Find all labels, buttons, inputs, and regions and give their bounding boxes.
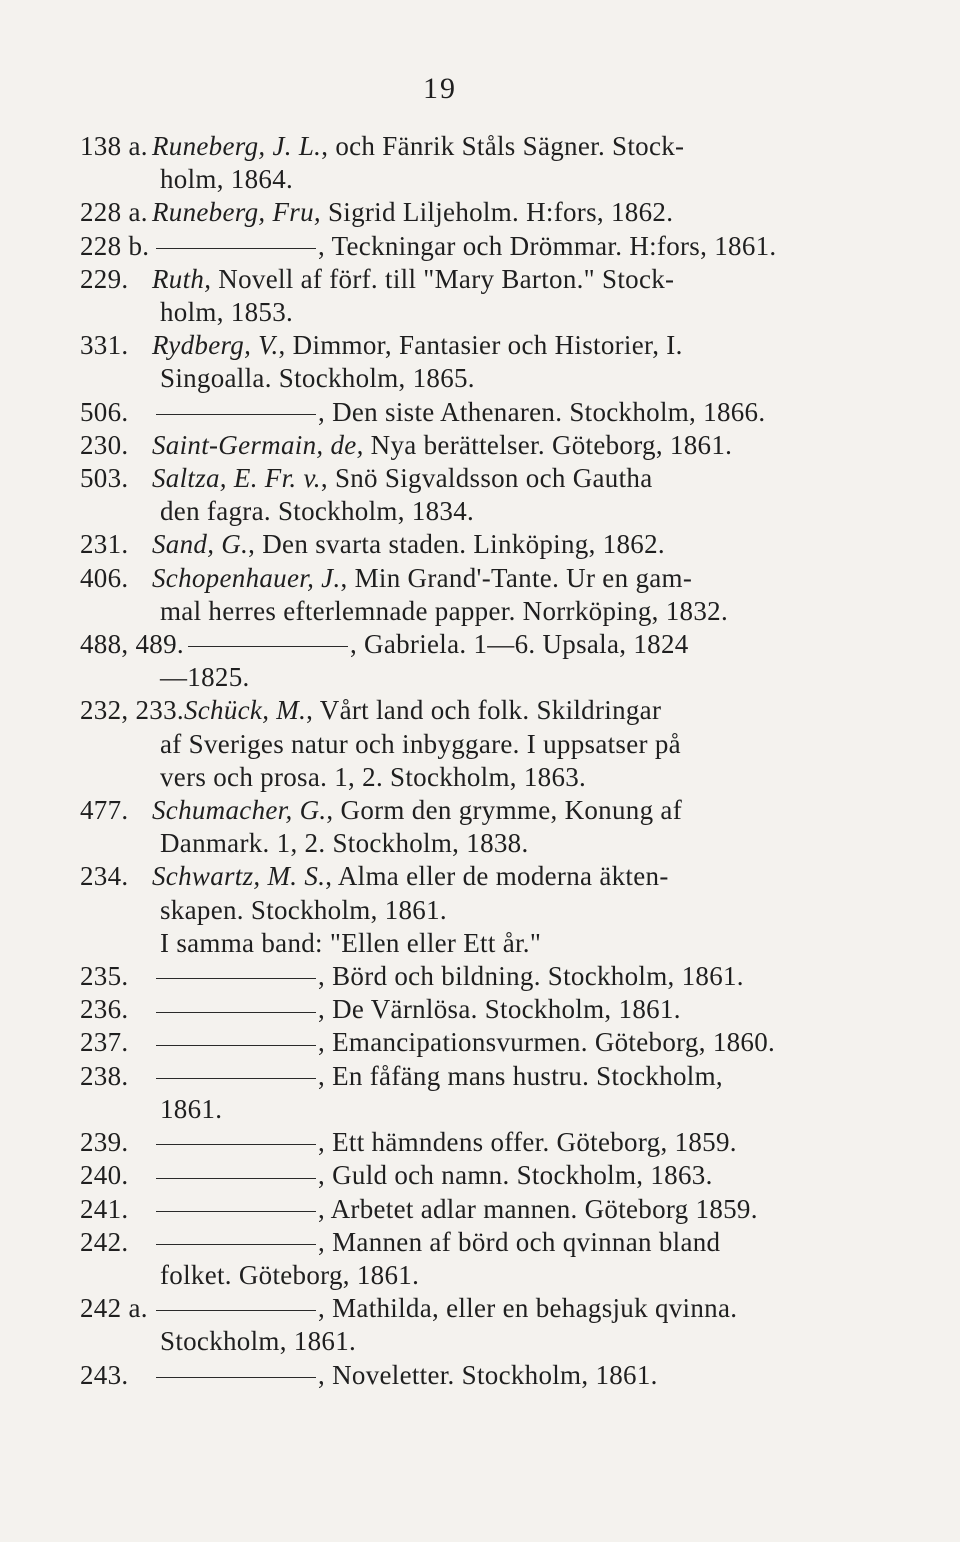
ditto-dash: [156, 978, 316, 979]
entry-text: , och Fänrik Ståls Sägner. Stock-: [321, 131, 685, 161]
entry-number: 503.: [80, 463, 129, 494]
entry-continuation: Singoalla. Stockholm, 1865.: [160, 363, 475, 394]
bibliography-entry: [80, 694, 840, 794]
bibliography-entry: [80, 993, 840, 1026]
entry-continuation: folket. Göteborg, 1861.: [160, 1259, 420, 1290]
entry-number: 243.: [80, 1359, 129, 1390]
entry-continuation: 1861.: [160, 1093, 223, 1124]
entry-number: 138 a.: [80, 131, 148, 161]
bibliography-entry: [80, 960, 840, 993]
entry-number: 238.: [80, 1060, 129, 1091]
ditto-dash: [156, 1045, 316, 1046]
entry-text: , Guld och namn. Stockholm, 1863.: [318, 1160, 713, 1191]
entry-number: 488, 489.: [80, 629, 184, 660]
ditto-dash: [188, 646, 348, 647]
entry-text: Sigrid Liljeholm. H:fors, 1862.: [320, 197, 674, 228]
entry-text: Nya berättelser. Göteborg, 1861.: [363, 429, 733, 460]
bibliography-entry: [80, 562, 840, 628]
ditto-dash: [156, 1078, 316, 1079]
entry-text: , Börd och bildning. Stockholm, 1861.: [318, 961, 744, 992]
page-number: 19: [423, 72, 457, 105]
bibliography-entry: [80, 1026, 840, 1059]
entry-number: 236.: [80, 994, 129, 1025]
entry-text: , De Värnlösa. Stockholm, 1861.: [318, 994, 681, 1025]
entry-text: , Vårt land och folk. Skildringar: [306, 695, 662, 726]
bibliography-entry: [80, 1226, 840, 1292]
ditto-dash: [156, 1244, 316, 1245]
entry-continuation: Stockholm, 1861.: [160, 1326, 357, 1357]
entry-text: , Min Grand'-Tante. Ur en gam-: [340, 562, 693, 593]
bibliography-entry: [80, 263, 840, 329]
entry-text: Novell af förf. till "Mary Barton." Stock-: [211, 263, 675, 294]
bibliography-entry: [80, 528, 840, 561]
entry-author: Rydberg, V.: [152, 330, 279, 361]
entry-number: 242.: [80, 1226, 129, 1257]
entry-number: 228 b.: [80, 230, 150, 261]
entry-author: Runeberg, J. L.: [152, 131, 322, 161]
entry-number: 237.: [80, 1027, 129, 1058]
entry-number: 331.: [80, 330, 129, 361]
entry-text: , Mannen af börd och qvinnan bland: [318, 1226, 721, 1257]
entry-number: 406.: [80, 562, 129, 593]
entry-author: Schwartz, M. S.: [152, 861, 326, 892]
entry-text: , Ett hämndens offer. Göteborg, 1859.: [318, 1127, 737, 1158]
entry-number: 228 a.: [80, 197, 148, 228]
bibliography-entry: [80, 1159, 840, 1192]
entry-author: Schopenhauer, J.: [152, 562, 341, 593]
entry-continuation: holm, 1864.: [160, 164, 294, 195]
bibliography-entry: [80, 1060, 840, 1126]
entry-author: Schück, M.: [183, 695, 307, 726]
entry-number: 506.: [80, 396, 129, 427]
entry-text: , Emancipationsvurmen. Göteborg, 1860.: [318, 1027, 776, 1058]
bibliography-entry: [80, 1193, 840, 1226]
ditto-dash: [156, 414, 316, 415]
entry-continuation: —1825.: [160, 662, 250, 693]
entry-text: , Den svarta staden. Linköping, 1862.: [248, 529, 665, 560]
ditto-dash: [156, 1012, 316, 1013]
entry-number: 229.: [80, 263, 129, 294]
bibliography-entry: [80, 628, 840, 694]
bibliography-entry: [80, 1126, 840, 1159]
entry-text: , Dimmor, Fantasier och Historier, I.: [278, 330, 683, 361]
entry-continuation: holm, 1853.: [160, 297, 294, 328]
entry-continuation: mal herres efterlemnade papper. Norrköping, 1832.: [160, 595, 729, 626]
entry-number: 240.: [80, 1160, 129, 1191]
entry-text: , Den siste Athenaren. Stockholm, 1866.: [318, 396, 766, 427]
entry-author: Saltza, E. Fr. v.: [152, 463, 321, 494]
ditto-dash: [156, 248, 316, 249]
bibliography-entry: [80, 196, 840, 229]
bibliography-entry: [80, 794, 840, 860]
entry-continuation: Danmark. 1, 2. Stockholm, 1838.: [160, 828, 529, 859]
ditto-dash: [156, 1377, 316, 1378]
bibliography-list: [80, 130, 840, 1392]
entry-continuation: den fagra. Stockholm, 1834.: [160, 496, 475, 527]
entry-number: 231.: [80, 529, 129, 560]
entry-text: , Alma eller de moderna äkten-: [325, 861, 669, 892]
bibliography-entry: [80, 429, 840, 462]
bibliography-entry: [80, 329, 840, 395]
entry-author: Schumacher, G.: [152, 795, 327, 826]
entry-number: 477.: [80, 795, 129, 826]
entry-text: , Gabriela. 1—6. Upsala, 1824: [349, 629, 689, 660]
bibliography-entry: [80, 130, 840, 196]
entry-continuation: af Sveriges natur och inbyggare. I uppsatser på: [160, 728, 681, 759]
entry-text: , En fåfäng mans hustru. Stockholm,: [318, 1060, 723, 1091]
entry-author: Sand, G.: [152, 529, 249, 560]
entry-text: , Arbetet adlar mannen. Göteborg 1859.: [318, 1193, 758, 1224]
entry-text: , Mathilda, eller en behagsjuk qvinna.: [318, 1293, 738, 1324]
entry-text: , Teckningar och Drömmar. H:fors, 1861.: [318, 230, 777, 261]
entry-author: Saint-Germain, de,: [152, 429, 364, 460]
ditto-dash: [156, 1310, 316, 1311]
entry-continuation: vers och prosa. 1, 2. Stockholm, 1863.: [160, 761, 587, 792]
bibliography-entry: [80, 462, 840, 528]
ditto-dash: [156, 1211, 316, 1212]
bibliography-entry: [80, 860, 840, 960]
entry-author: Runeberg, Fru,: [152, 197, 321, 228]
entry-number: 239.: [80, 1127, 129, 1158]
bibliography-entry: [80, 1292, 840, 1358]
entry-number: 230.: [80, 429, 129, 460]
entry-number: 232, 233.: [80, 695, 184, 726]
entry-continuation: I samma band: "Ellen eller Ett år.": [160, 927, 542, 958]
ditto-dash: [156, 1144, 316, 1145]
entry-number: 235.: [80, 961, 129, 992]
entry-text: , Snö Sigvaldsson och Gautha: [320, 463, 653, 494]
entry-text: , Noveletter. Stockholm, 1861.: [318, 1359, 658, 1390]
ditto-dash: [156, 1178, 316, 1179]
entry-number: 241.: [80, 1193, 129, 1224]
bibliography-entry: [80, 230, 840, 263]
entry-author: Ruth,: [152, 263, 212, 294]
entry-number: 234.: [80, 861, 129, 892]
entry-continuation: skapen. Stockholm, 1861.: [160, 894, 447, 925]
bibliography-entry: [80, 396, 840, 429]
entry-text: , Gorm den grymme, Konung af: [326, 795, 682, 826]
entry-number: 242 a.: [80, 1293, 148, 1324]
bibliography-entry: [80, 1359, 840, 1392]
